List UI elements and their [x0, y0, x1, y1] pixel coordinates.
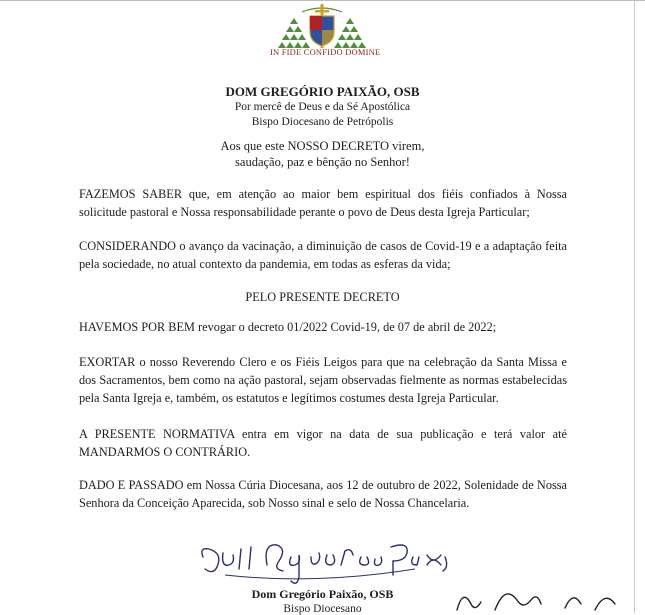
crest-motto: IN FIDE CONFIDO DOMINE — [270, 47, 381, 57]
greeting-line-1: Aos que este NOSSO DECRETO virem, — [220, 139, 425, 153]
header-line-1: Por mercê de Deus e da Sé Apostólica — [234, 101, 411, 113]
greeting-line-2: saudação, paz e bênção no Senhor! — [235, 155, 410, 169]
paragraph-exortar: EXORTAR o nosso Reverendo Clero e os Fiéis Leigos para que na celebração da Santa Missa e dos Sacramentos, bem como na ação pastoral, sejam observadas fielmente as normas estabelecidas pela Santa Igreja e, também, os estatutos e legítimos costumes desta Igreja Particular. — [79, 355, 567, 405]
paragraph-considerando: CONSIDERANDO o avanço da vacinação, a diminuição de casos de Covid-19 e a adaptação feita pela sociedade, no atual contexto da pandemia, em todas as esferas da vida; — [79, 239, 567, 271]
paragraph-havemos-por-bem: HAVEMOS POR BEM revogar o decreto 01/2022 Covid-19, de 07 de abril de 2022; — [79, 320, 497, 334]
signatory-name: Dom Gregório Paixão, OSB — [251, 587, 394, 601]
scan-border-top — [0, 0, 645, 1]
header-line-2: Bispo Diocesano de Petrópolis — [251, 116, 394, 128]
decree-heading: PELO PRESENTE DECRETO — [245, 290, 400, 304]
bishop-name-heading: DOM GREGÓRIO PAIXÃO, OSB — [225, 84, 420, 99]
signatory-title: Bispo Diocesano — [283, 603, 362, 615]
paragraph-normativa: A PRESENTE NORMATIVA entra em vigor na data de sua publicação e terá valor até MANDARMOS O CONTRÁRIO. — [79, 427, 567, 459]
paragraph-dado-e-passado: DADO E PASSADO em Nossa Cúria Diocesana, aos 12 de outubro de 2022, Solenidade de Nossa Senhora da Conceição Aparecida, sob Nosso sinal e selo de Nossa Chancelaria. — [79, 478, 567, 510]
paragraph-fazemos-saber: FAZEMOS SABER que, em atenção ao maior bem espiritual dos fiéis confiados à Nossa solicitude pastoral e Nossa responsabilidade perante o povo de Deus desta Igreja Particular; — [79, 187, 567, 219]
chancellor-signature — [445, 580, 645, 613]
handwritten-signature — [195, 535, 455, 585]
